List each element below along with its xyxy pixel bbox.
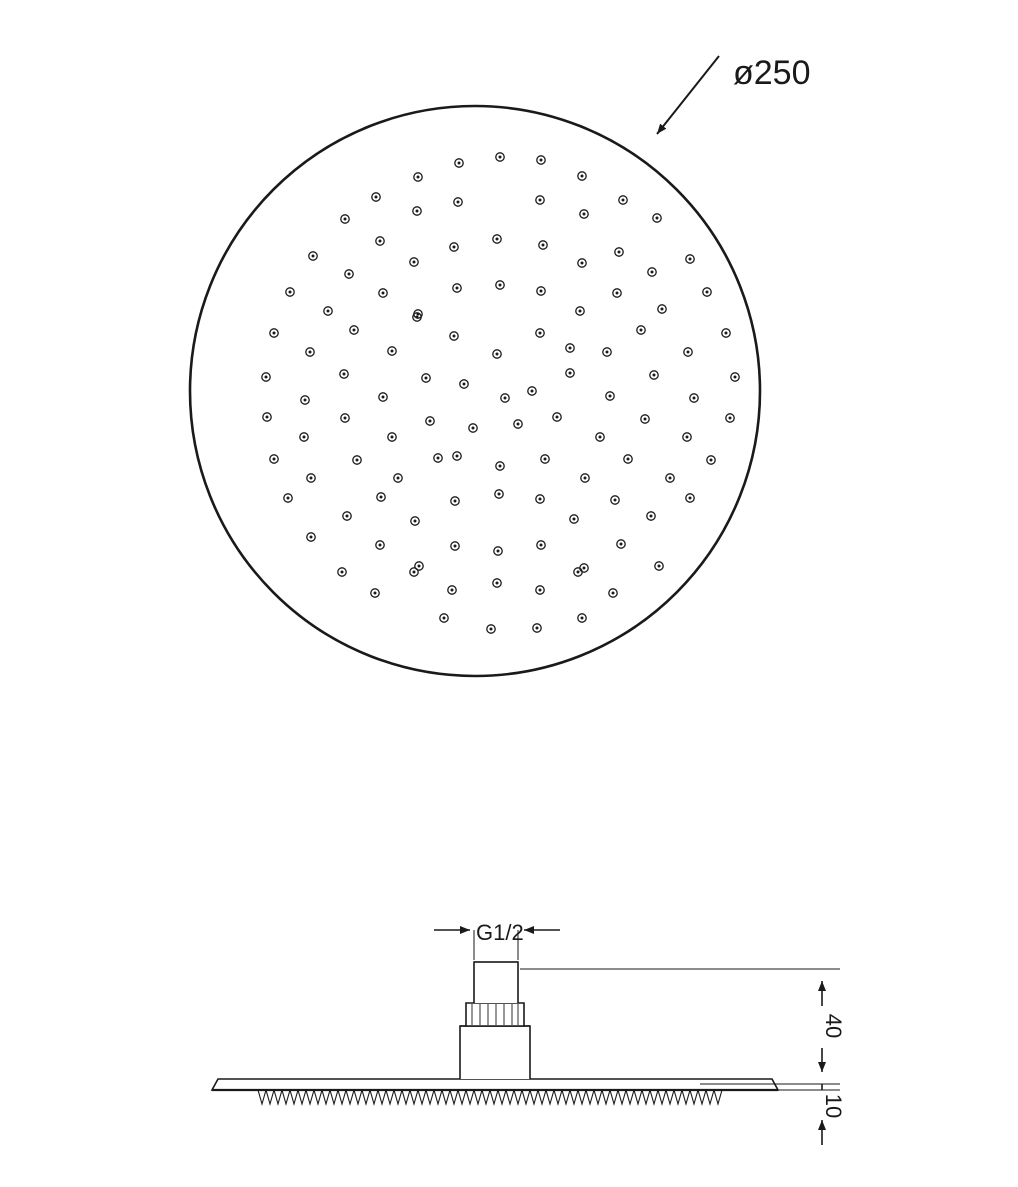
thread-dimension [434,920,560,960]
diameter-leader-line [657,56,719,134]
height-dimensions [520,969,846,1145]
diameter-dimension [657,54,811,134]
nozzle-teeth-row [258,1090,722,1104]
inlet-thread [474,962,518,1003]
height-body-label: 40 [821,1013,846,1039]
side-view-group [212,920,846,1145]
shower-plate-profile [212,1079,778,1090]
collar [466,1003,524,1026]
thread-label: G1/2 [476,920,524,945]
swivel-body [460,1026,530,1079]
shower-head-outline [190,106,760,676]
top-view-group [190,54,811,676]
height-plate-label: 10 [821,1093,846,1119]
diameter-label: ø250 [733,54,811,92]
